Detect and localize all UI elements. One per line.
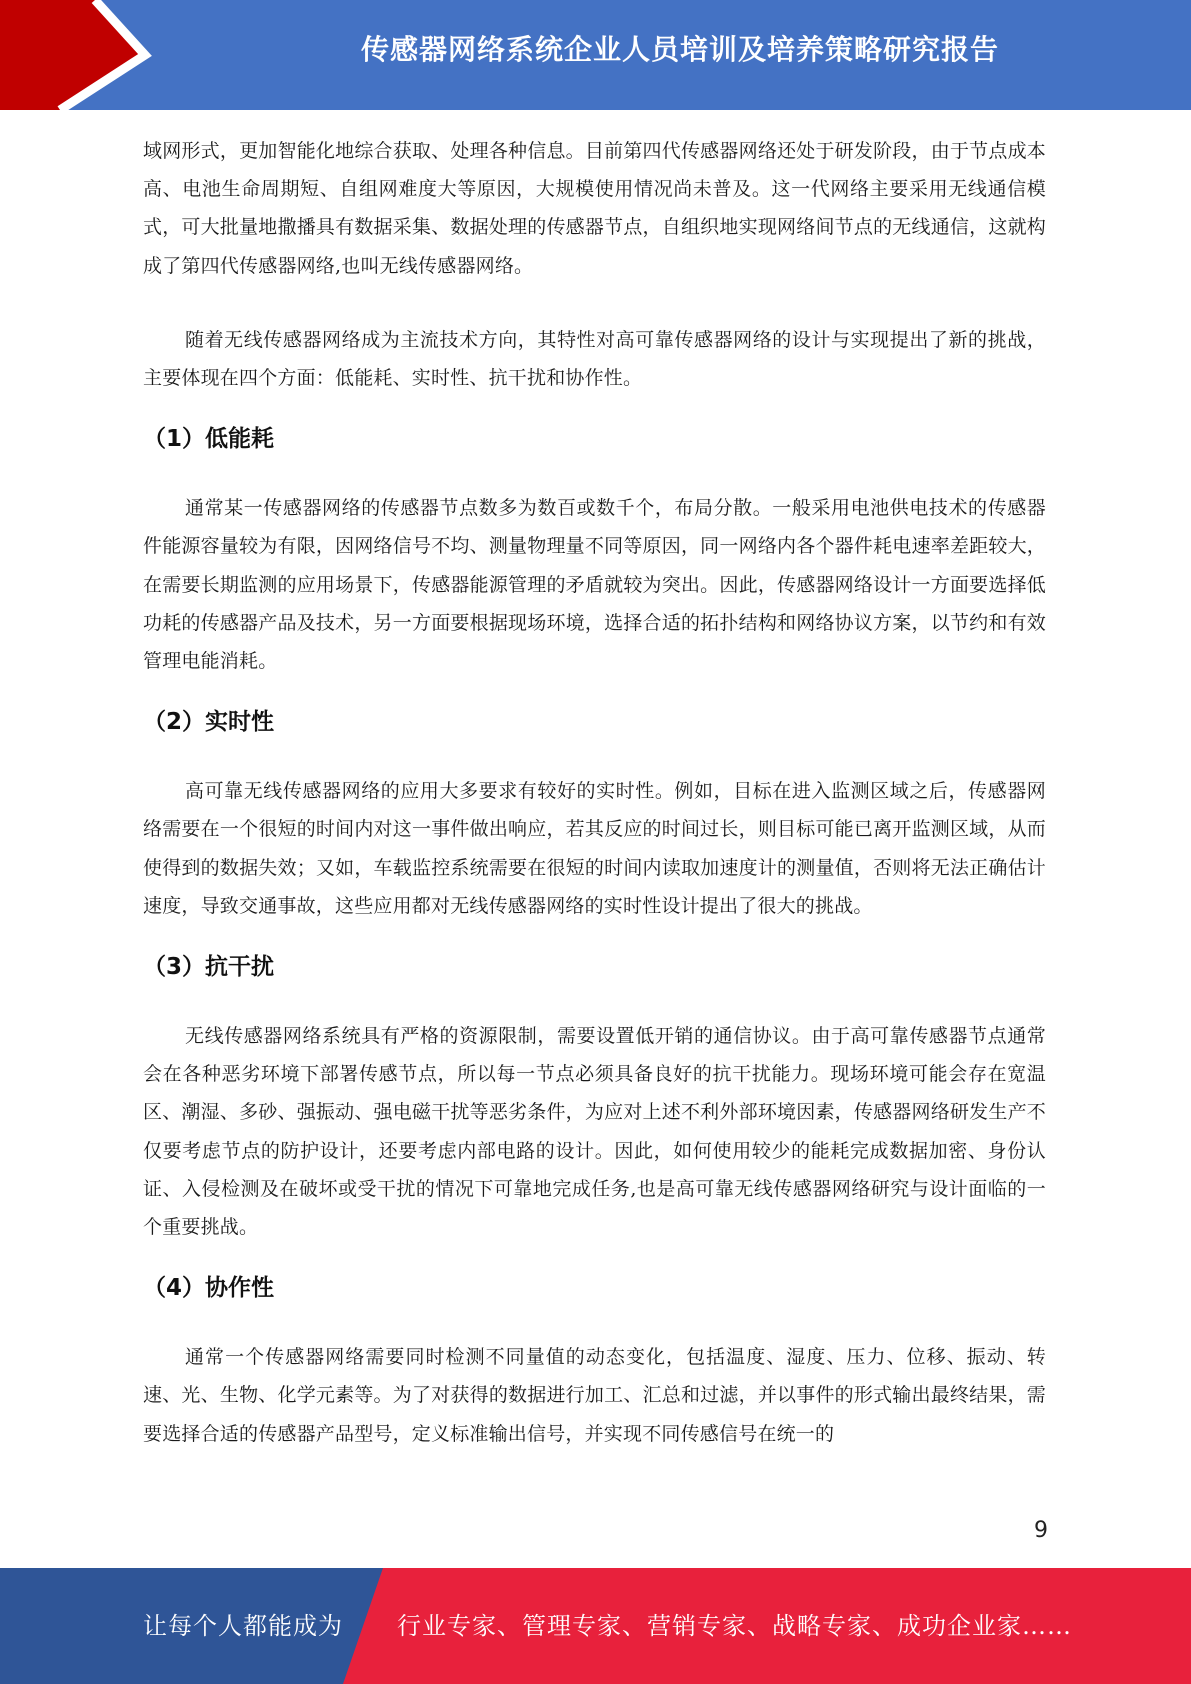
overview-paragraph: 随着无线传感器网络成为主流技术方向，其特性对高可靠传感器网络的设计与实现提出了新的挑战，主要体现在四个方面：低能耗、实时性、抗干扰和协作性。 bbox=[143, 328, 1046, 390]
section-paragraph-low-power: 通常某一传感器网络的传感器节点数多为数百或数千个，布局分散。一般采用电池供电技术的传感器件能源容量较为有限，因网络信号不均、测量物理量不同等原因，同一网络内各个器件耗电速率差距较大，在需要长期监测的应用场景下，传感器能源管理的矛盾就较为突出。因此，传感器网络设计一方面要选择低功耗的传感器产品及技术，另一方面要根据现场环境，选择合适的拓扑结构和网络协议方案，以节约和有效管理电能消耗。 bbox=[143, 497, 1046, 673]
footer-slogan-left: 让每个人都能成为 bbox=[143, 1612, 343, 1640]
section-paragraph-realtime: 高可靠无线传感器网络的应用大多要求有较好的实时性。例如，目标在进入监测区域之后，传感器网络需要在一个很短的时间内对这一事件做出响应，若其反应的时间过长，则目标可能已离开监测区域，从而使得到的数据失效；又如，车载监控系统需要在很短的时间内读取加速度计的测量值，否则将无法正确估计速度，导致交通事故，这些应用都对无线传感器网络的实时性设计提出了很大的挑战。 bbox=[143, 780, 1046, 917]
page-header bbox=[0, 0, 1191, 110]
section-heading-anti-interference: （3）抗干扰 bbox=[143, 954, 275, 981]
main-content bbox=[143, 132, 1046, 1453]
page-number: 9 bbox=[1034, 1518, 1048, 1543]
page-footer bbox=[0, 1568, 1191, 1684]
section-heading-low-power: （1）低能耗 bbox=[143, 426, 275, 453]
footer-slogan-right: 行业专家、管理专家、营销专家、战略专家、成功企业家…… bbox=[397, 1612, 1072, 1640]
section-paragraph-anti-interference: 无线传感器网络系统具有严格的资源限制，需要设置低开销的通信协议。由于高可靠传感器节点通常会在各种恶劣环境下部署传感节点，所以每一节点必须具备良好的抗干扰能力。现场环境可能会存在宽温区、潮湿、多砂、强振动、强电磁干扰等恶劣条件，为应对上述不利外部环境因素，传感器网络研发生产不仅要考虑节点的防护设计，还要考虑内部电路的设计。因此，如何使用较少的能耗完成数据加密、身份认证、入侵检测及在破坏或受干扰的情况下可靠地完成任务,也是高可靠无线传感器网络研究与设计面临的一个重要挑战。 bbox=[143, 1025, 1046, 1239]
section-heading-realtime: （2）实时性 bbox=[143, 709, 275, 736]
intro-paragraph: 域网形式，更加智能化地综合获取、处理各种信息。目前第四代传感器网络还处于研发阶段，由于节点成本高、电池生命周期短、自组网难度大等原因，大规模使用情况尚未普及。这一代网络主要采用无线通信模式，可大批量地撒播具有数据采集、数据处理的传感器节点，自组织地实现网络间节点的无线通信，这就构成了第四代传感器网络,也叫无线传感器网络。 bbox=[143, 140, 1046, 277]
header-red-triangle bbox=[0, 0, 145, 110]
section-paragraph-cooperation: 通常一个传感器网络需要同时检测不同量值的动态变化，包括温度、湿度、压力、位移、振动、转速、光、生物、化学元素等。为了对获得的数据进行加工、汇总和过滤，并以事件的形式输出最终结果，需要选择合适的传感器产品型号，定义标准输出信号，并实现不同传感信号在统一的 bbox=[143, 1346, 1046, 1445]
header-title: 传感器网络系统企业人员培训及培养策略研究报告 bbox=[360, 33, 999, 66]
section-heading-cooperation: （4）协作性 bbox=[143, 1275, 275, 1302]
header-arrow-decoration bbox=[0, 0, 160, 110]
